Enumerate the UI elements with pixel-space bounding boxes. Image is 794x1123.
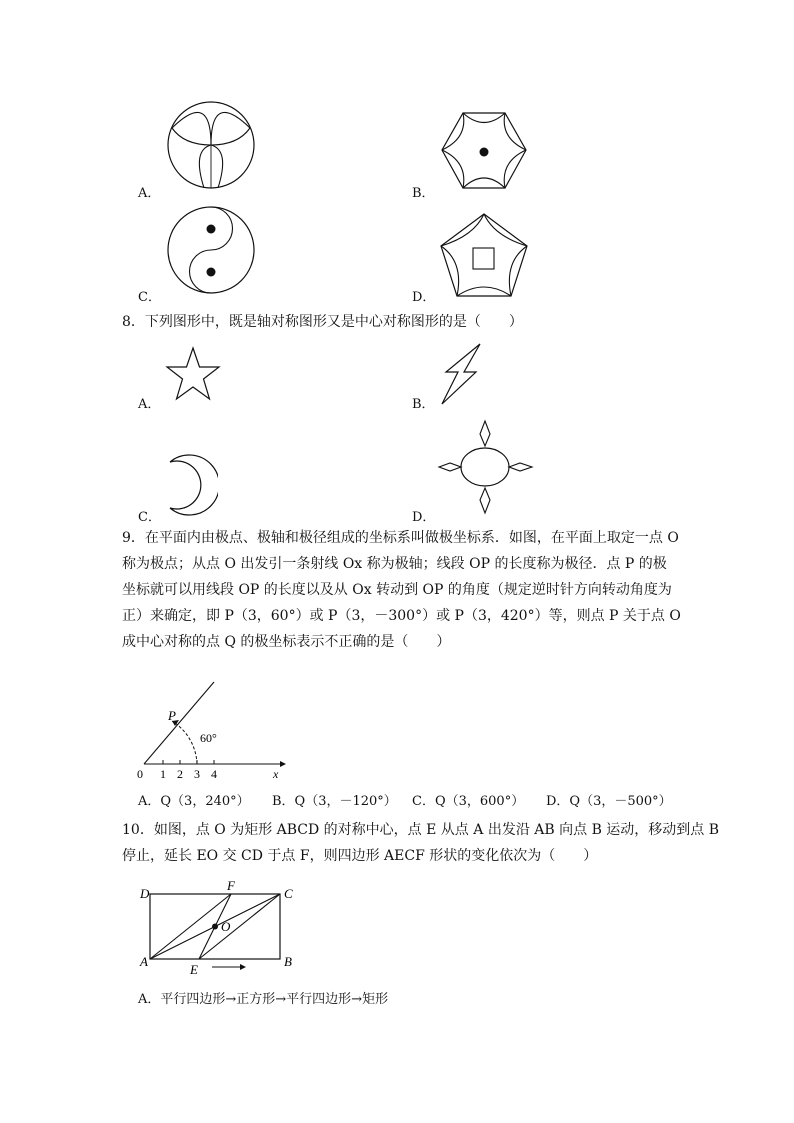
q10-question-text (122, 817, 720, 869)
q9-choice-a: A．Q（3，240°） (138, 794, 250, 809)
q9-angle-label: 60° (200, 731, 217, 745)
q10-line-ec (199, 894, 280, 959)
q9-line-4: 正）来确定，即 P（3，60°）或 P（3，－300°）或 P（3，420°）等，则点 P 关于点 O (122, 608, 681, 624)
q10-label-e: E (190, 962, 198, 977)
q8-figure-zigzag (438, 342, 486, 408)
q9-axis-label: x (273, 767, 279, 781)
q9-line-5: 成中心对称的点 Q 的极坐标表示不正确的是（ ） (122, 634, 451, 650)
q7-figure-a (164, 100, 260, 192)
q9-polar-figure (134, 676, 294, 782)
q7-figure-c (164, 204, 260, 296)
q10-rectangle-figure (136, 876, 304, 978)
q10-label-b: B (284, 954, 292, 969)
q10-choice-a: A．平行四边形→正方形→平行四边形→矩形 (138, 992, 389, 1007)
q10-label-c: C (284, 886, 293, 901)
q8-option-c-label: C． (138, 510, 161, 525)
q9-question-text (122, 525, 682, 655)
q7-option-a-label: A． (138, 186, 161, 201)
q9-choice-c: C．Q（3，600°） (412, 794, 525, 809)
q8-option-d-label: D． (412, 510, 436, 525)
q8-figure-crescent (158, 452, 218, 518)
q8-option-b-label: B． (412, 397, 435, 412)
q7-option-d-label: D． (412, 290, 436, 305)
q9-tick-label: 3 (194, 767, 200, 781)
q10-label-d: D (140, 886, 150, 901)
q10-label-f: F (227, 878, 235, 893)
q7-option-c-label: C． (138, 290, 161, 305)
q9-line-2: 称为极点；从点 O 出发引一条射线 Ox 称为极轴；线段 OP 的长度称为极径．点 P 的极 (122, 556, 667, 572)
q7-option-b-label: B． (412, 186, 435, 201)
q10-label-a: A (140, 954, 148, 969)
q10-line-1: 10．如图，点 O 为矩形 ABCD 的对称中心，点 E 从点 A 出发沿 AB 向点 B 运动，移动到点 B (122, 822, 720, 838)
q9-point-label: P (168, 708, 176, 723)
q9-tick-label: 1 (160, 767, 166, 781)
q10-label-o: O (221, 919, 231, 934)
q10-center-point (212, 924, 218, 930)
q9-choice-b: B．Q（3，－120°） (272, 794, 397, 809)
q9-choice-d: D．Q（3，－500°） (546, 794, 672, 809)
q10-line-2: 停止，延长 EO 交 CD 于点 F，则四边形 AECF 形状的变化依次为（ ） (122, 848, 598, 864)
q7-figure-d (436, 210, 532, 300)
q8-option-a-label: A． (138, 397, 161, 412)
q9-line-3: 坐标就可以用线段 OP 的长度以及从 Ox 转动到 OP 的角度（规定逆时针方向转动角度为 (122, 582, 672, 598)
q8-figure-star (164, 346, 222, 404)
q10-line-af (150, 894, 231, 959)
q9-tick-label: 2 (177, 767, 183, 781)
q9-ray-op (144, 682, 214, 764)
q7-figure-b (438, 110, 530, 194)
q9-tick-label: 4 (211, 767, 217, 781)
q8-figure-ellipse-diamonds (436, 418, 534, 516)
q9-line-1: 9．在平面内由极点、极轴和极径组成的坐标系叫做极坐标系．如图，在平面上取定一点 O (122, 530, 679, 546)
q9-origin-label: 0 (137, 767, 143, 781)
q8-question-text: 8．下列图形中，既是轴对称图形又是中心对称图形的是（ ） (122, 314, 523, 330)
